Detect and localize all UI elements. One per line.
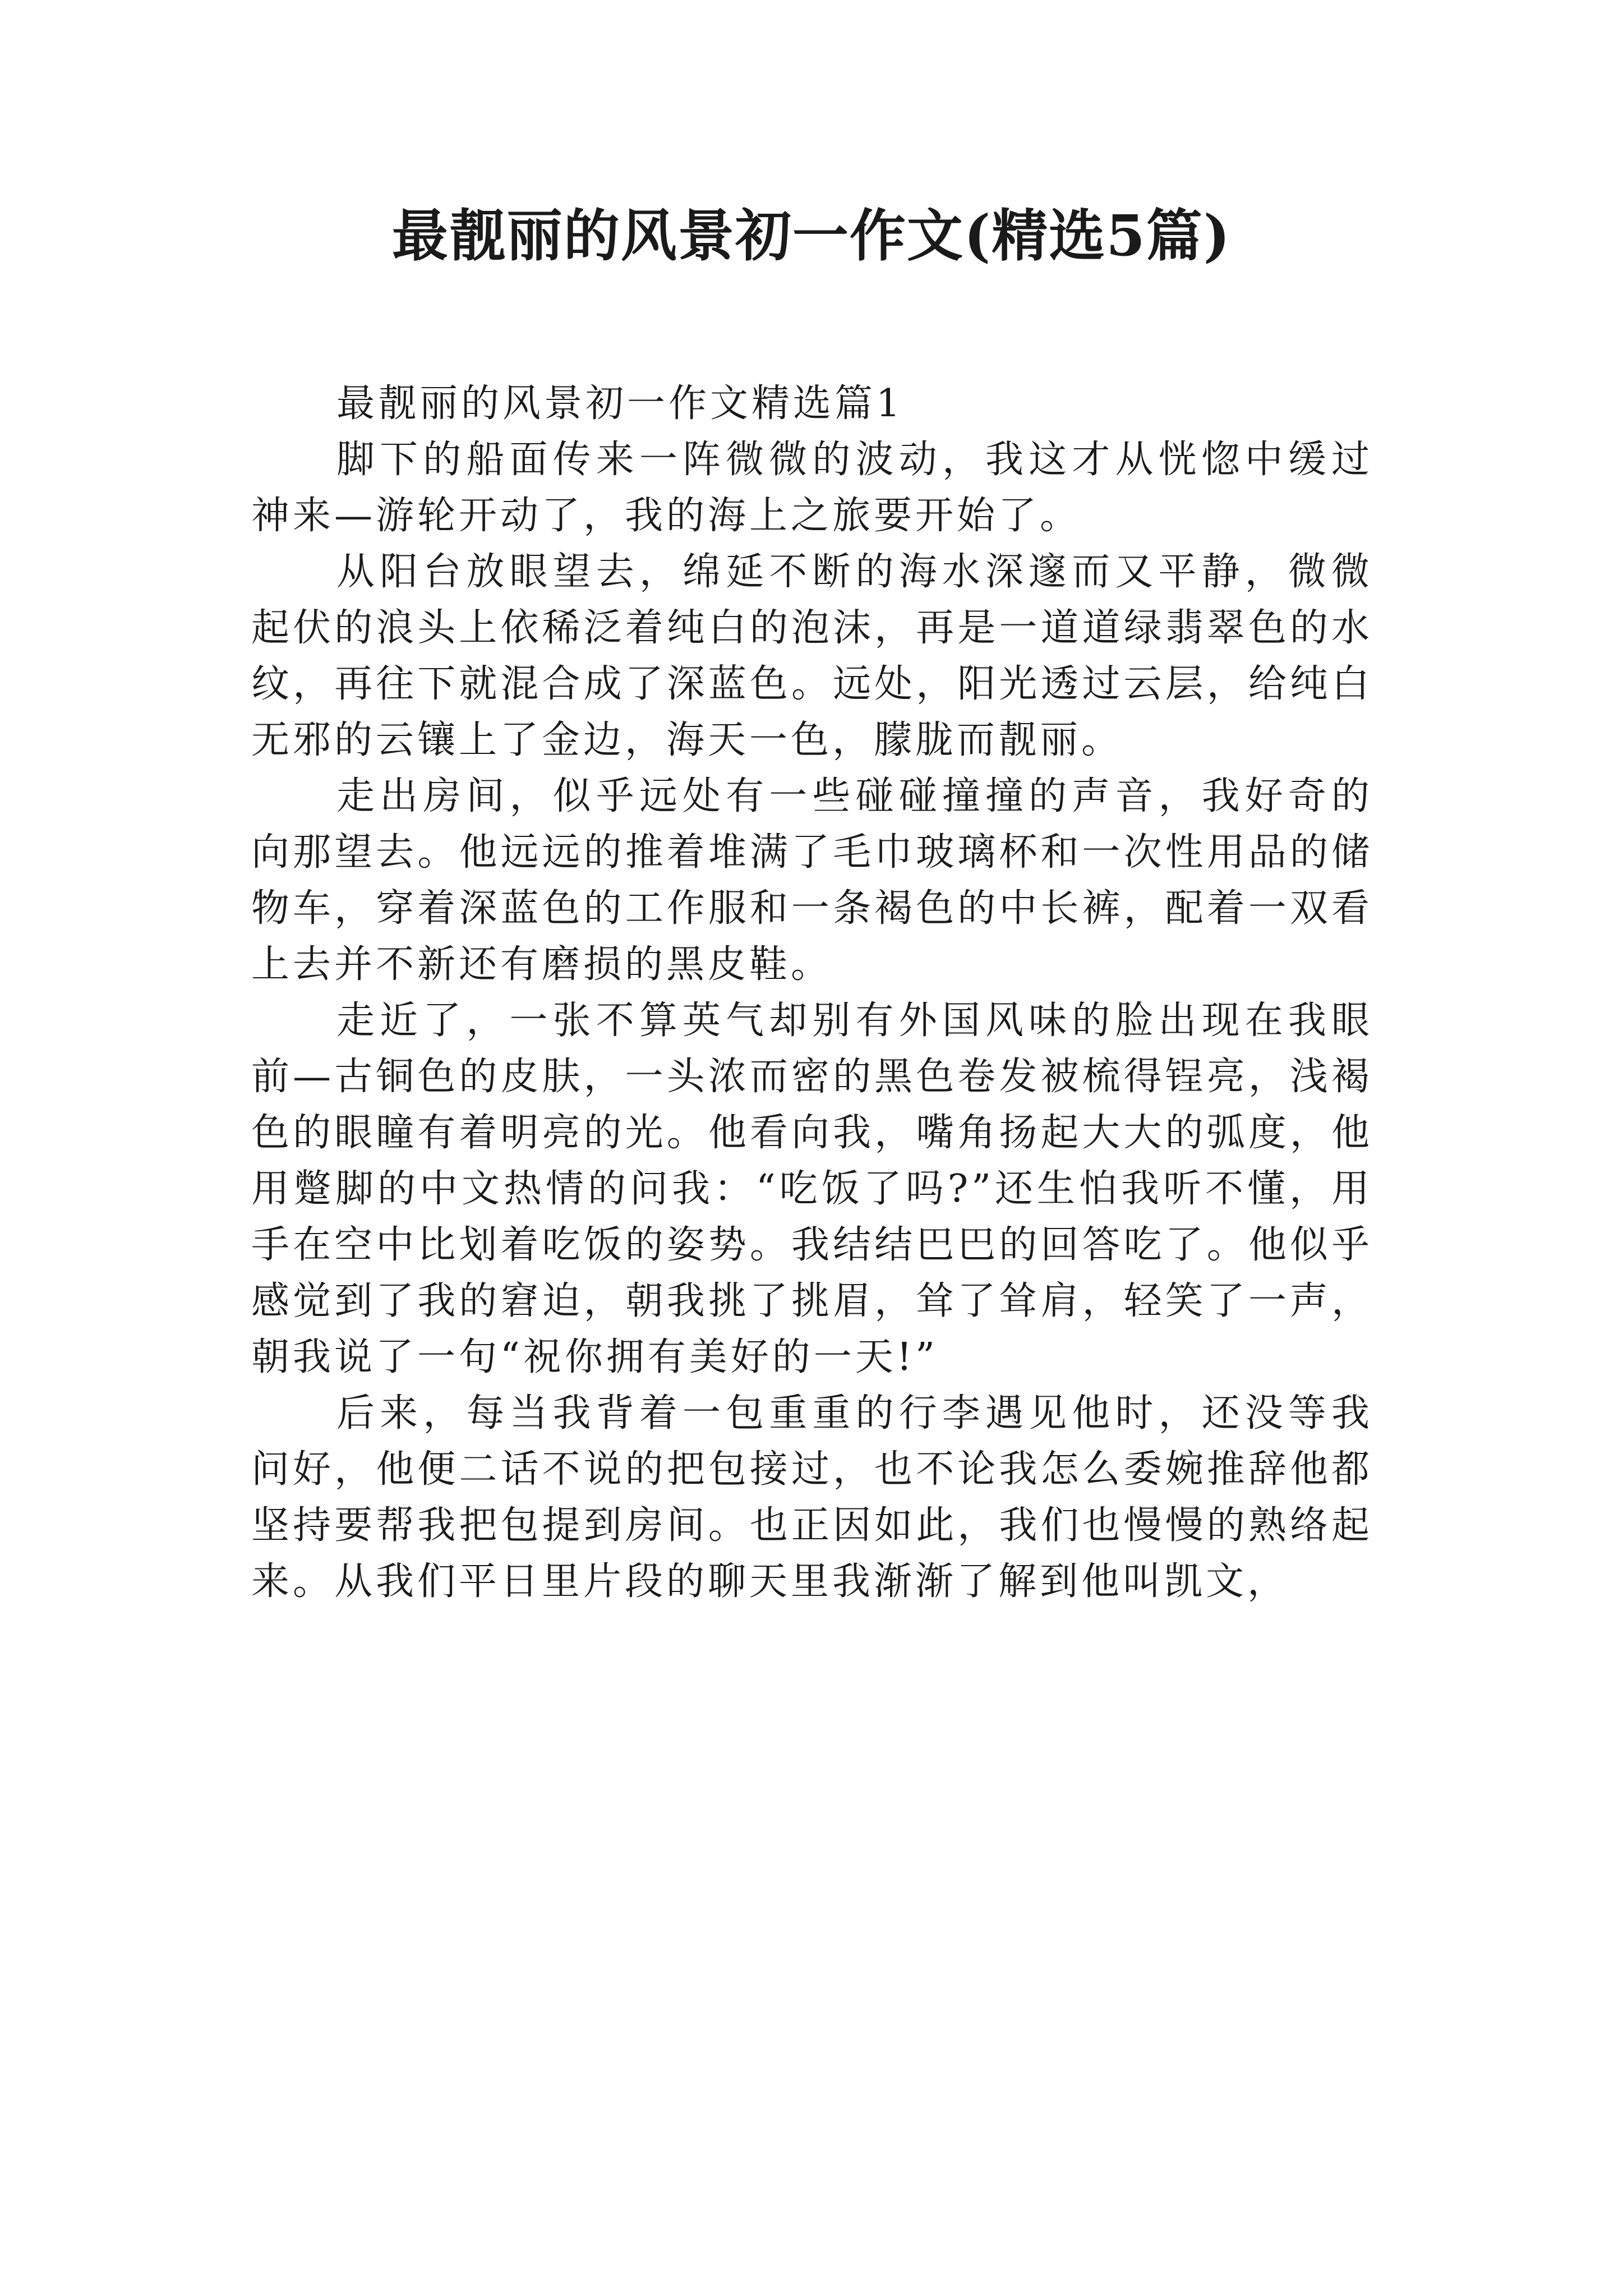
paragraph: 走出房间，似乎远处有一些碰碰撞撞的声音，我好奇的向那望去。他远远的推着堆满了毛巾玻璃杯和一次性用品的储物车，穿着深蓝色的工作服和一条褐色的中长裤，配着一双看上去并不新还有磨损的黑皮鞋。 xyxy=(251,774,1373,987)
document-body xyxy=(251,376,1373,1610)
paragraph: 走近了，一张不算英气却别有外国风味的脸出现在我眼前—古铜色的皮肤，一头浓而密的黑色卷发被梳得锃亮，浅褐色的眼瞳有着明亮的光。他看向我，嘴角扬起大大的弧度，他用蹩脚的中文热情的问我：“吃饭了吗?”还生怕我听不懂，用手在空中比划着吃饭的姿势。我结结巴巴的回答吃了。他似乎感觉到了我的窘迫，朝我挑了挑眉，耸了耸肩，轻笑了一声，朝我说了一句“祝你拥有美好的一天!” xyxy=(251,999,1373,1379)
paragraph: 从阳台放眼望去，绵延不断的海水深邃而又平静，微微起伏的浪头上依稀泛着纯白的泡沫，再是一道道绿翡翠色的水纹，再往下就混合成了深蓝色。远处，阳光透过云层，给纯白无邪的云镶上了金边，海天一色，朦胧而靓丽。 xyxy=(251,550,1373,762)
paragraph: 后来，每当我背着一包重重的行李遇见他时，还没等我问好，他便二话不说的把包接过，也不论我怎么委婉推辞他都坚持要帮我把包提到房间。也正因如此，我们也慢慢的熟络起来。从我们平日里片段的聊天里我渐渐了解到他叫凯文， xyxy=(251,1391,1373,1604)
document-title: 最靓丽的风景初一作文(精选5篇) xyxy=(391,203,1232,269)
paragraph: 脚下的船面传来一阵微微的波动，我这才从恍惚中缓过神来—游轮开动了，我的海上之旅要开始了。 xyxy=(251,438,1373,538)
section-heading: 最靓丽的风景初一作文精选篇1 xyxy=(336,381,904,426)
